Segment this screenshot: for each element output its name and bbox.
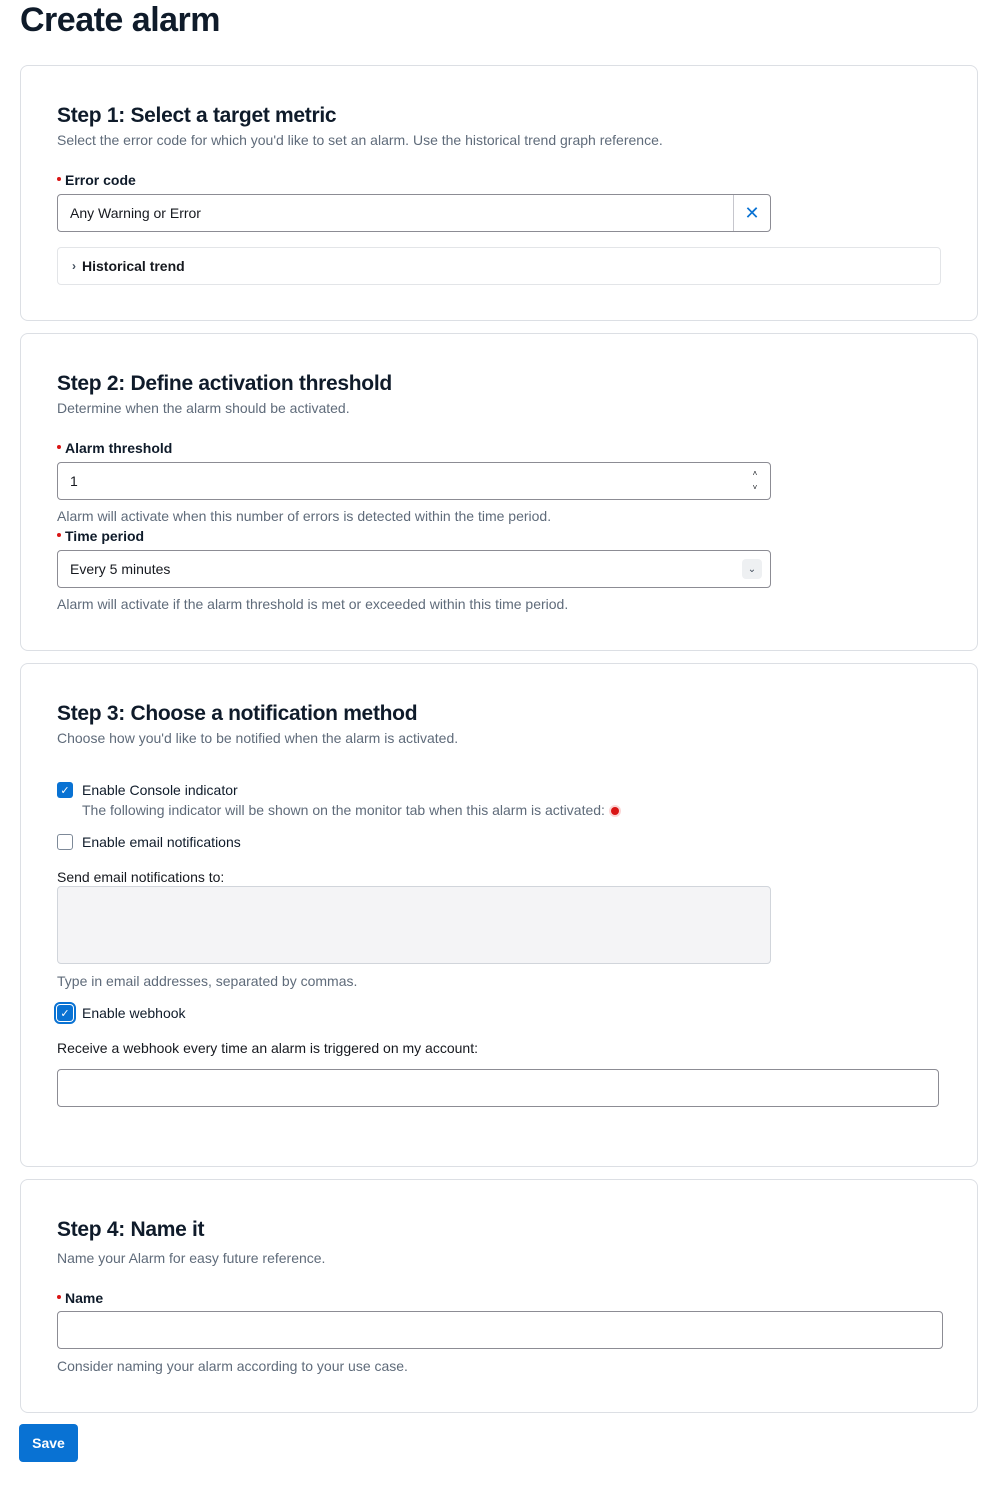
webhook-checkbox[interactable]: ✓ xyxy=(57,1005,73,1021)
name-label-text: Name xyxy=(65,1290,104,1306)
error-code-label xyxy=(57,172,136,188)
alarm-threshold-label xyxy=(57,440,172,456)
chevron-down-icon: ⌄ xyxy=(742,559,762,579)
webhook-option[interactable] xyxy=(57,1005,186,1021)
save-button[interactable]: Save xyxy=(19,1424,78,1462)
step2-description: Determine when the alarm should be activated. xyxy=(57,400,350,416)
clear-icon[interactable]: ✕ xyxy=(733,195,770,231)
time-period-hint: Alarm will activate if the alarm threshold is met or exceeded within this time period. xyxy=(57,596,569,612)
webhook-label: Enable webhook xyxy=(82,1005,186,1021)
historical-trend-expander[interactable] xyxy=(57,247,941,285)
error-code-select[interactable] xyxy=(57,194,771,232)
time-period-label-text: Time period xyxy=(65,528,145,544)
page-title: Create alarm xyxy=(20,1,221,39)
alarm-threshold-hint: Alarm will activate when this number of errors is detected within the time period. xyxy=(57,508,552,524)
webhook-url-input[interactable] xyxy=(57,1069,939,1107)
alarm-threshold-label-text: Alarm threshold xyxy=(65,440,173,456)
alarm-threshold-value: 1 xyxy=(70,473,78,489)
step2-title: Step 2: Define activation threshold xyxy=(57,372,392,395)
step1-title: Step 1: Select a target metric xyxy=(57,104,337,127)
step3-title: Step 3: Choose a notification method xyxy=(57,702,418,725)
console-indicator-desc-text: The following indicator will be shown on the monitor tab when this alarm is activated: xyxy=(82,802,605,818)
step4-description: Name your Alarm for easy future reference. xyxy=(57,1250,326,1266)
step1-description: Select the error code for which you'd like to set an alarm. Use the historical trend graph reference. xyxy=(57,132,663,148)
console-indicator-checkbox[interactable]: ✓ xyxy=(57,782,73,798)
step1-card xyxy=(20,65,978,321)
required-indicator xyxy=(57,177,61,181)
console-indicator-description xyxy=(82,802,619,818)
email-recipients-label: Send email notifications to: xyxy=(57,869,225,885)
chevron-right-icon: › xyxy=(72,259,76,273)
number-spinner[interactable] xyxy=(748,468,762,494)
webhook-url-label: Receive a webhook every time an alarm is triggered on my account: xyxy=(57,1040,478,1056)
name-hint: Consider naming your alarm according to your use case. xyxy=(57,1358,408,1374)
step3-description: Choose how you'd like to be notified when the alarm is activated. xyxy=(57,730,459,746)
spinner-down-icon[interactable]: ˅ xyxy=(752,483,758,492)
time-period-value: Every 5 minutes xyxy=(70,561,171,577)
console-indicator-option[interactable] xyxy=(57,782,238,798)
email-recipients-textarea[interactable] xyxy=(57,886,771,964)
time-period-select[interactable] xyxy=(57,550,771,588)
required-indicator xyxy=(57,445,61,449)
time-period-label xyxy=(57,528,144,544)
email-recipients-hint: Type in email addresses, separated by commas. xyxy=(57,973,358,989)
step3-card xyxy=(20,663,978,1167)
error-code-label-text: Error code xyxy=(65,172,136,188)
step2-card xyxy=(20,333,978,651)
step4-title: Step 4: Name it xyxy=(57,1218,205,1241)
required-indicator xyxy=(57,533,61,537)
historical-trend-label: Historical trend xyxy=(82,258,185,274)
alarm-threshold-input[interactable] xyxy=(57,462,771,500)
email-notifications-label: Enable email notifications xyxy=(82,834,241,850)
error-code-value: Any Warning or Error xyxy=(70,205,201,221)
name-input[interactable] xyxy=(57,1311,943,1349)
step4-card xyxy=(20,1179,978,1413)
required-indicator xyxy=(57,1295,61,1299)
alarm-indicator-icon xyxy=(611,807,619,815)
email-notifications-option[interactable] xyxy=(57,834,241,850)
console-indicator-label: Enable Console indicator xyxy=(82,782,238,798)
email-notifications-checkbox[interactable] xyxy=(57,834,73,850)
spinner-up-icon[interactable]: ˄ xyxy=(752,469,758,478)
name-label xyxy=(57,1290,103,1306)
